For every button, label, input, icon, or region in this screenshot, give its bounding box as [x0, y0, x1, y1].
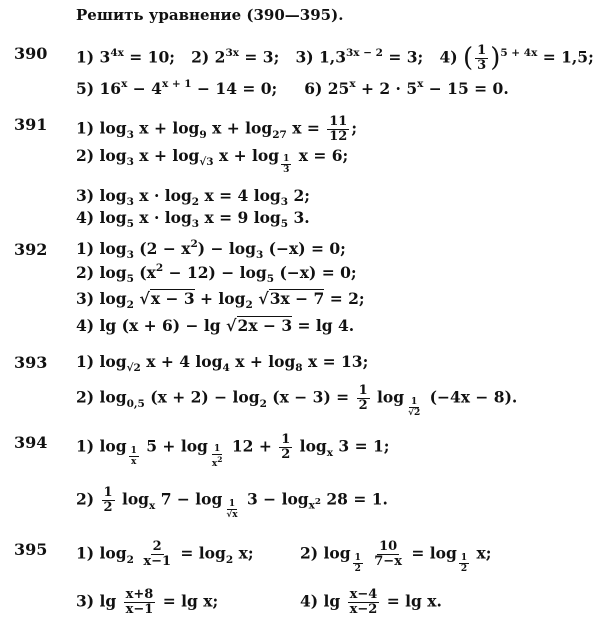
- equation-395-1: 1) log2 $\frac{2}{x-1}$ = log2 x;: [76, 539, 254, 569]
- equation-395-3: 3) lg $\frac{x+8}{x-1}$ = lg x;: [76, 587, 219, 617]
- equation-391-2: 2) log3 x + log√3 x + log $\frac{1}{3}$ x = 6;: [76, 146, 349, 175]
- problem-number: 392: [14, 240, 48, 259]
- equation-393-1: 1) log√2 x + 4 log4 x + log8 x = 13;: [76, 352, 369, 374]
- equation-390-1-4: 1) 34x = 10; 2) 23x = 3; 3) 1,33x − 2 = 3; 4) ( $\frac{1}{3}$ )5 + 4x = 1,5;: [76, 42, 594, 73]
- problem-number: 393: [14, 353, 48, 372]
- heading: Решить уравнение (390—395).: [76, 6, 344, 24]
- equation-391-1: 1) log3 x + log9 x + log27 x = $\frac{11}{12}$ ;: [76, 114, 358, 144]
- equation-394-2: 2) $\frac{1}{2}$ logx 7 − log $\frac{1}{√x}$ 3 − logx$^2$ 28 = 1.: [76, 485, 388, 520]
- equation-392-3: 3) log2 √x − 3 + log2 √3x − 7 = 2;: [76, 289, 365, 311]
- problem-number: 394: [14, 433, 48, 452]
- equation-390-5-6: 5) 16x − 4x + 1 − 14 = 0; 6) 25x + 2 · 5x − 15 = 0.: [76, 78, 509, 98]
- equation-391-3: 3) log3 x · log2 x = 4 log3 2;: [76, 186, 310, 208]
- equation-392-1: 1) log3 (2 − x2) − log3 (−x) = 0;: [76, 238, 346, 261]
- equation-395-4: 4) lg $\frac{x-4}{x-2}$ = lg x.: [300, 587, 442, 617]
- equation-392-2: 2) log5 (x2 − 12) − log5 (−x) = 0;: [76, 262, 357, 285]
- problem-number: 395: [14, 540, 48, 559]
- equation-395-2: 2) log $\frac{1}{2}$ $\frac{10}{7-x}$ = log $\frac{1}{2}$ x;: [300, 539, 492, 574]
- equation-391-4: 4) log5 x · log3 x = 9 log5 3.: [76, 208, 310, 230]
- equation-392-4: 4) lg (x + 6) − lg √2x − 3 = lg 4.: [76, 316, 355, 335]
- equation-394-1: 1) log $\frac{1}{x}$ 5 + log $\frac{1}{x^2}$ 12 + $\frac{1}{2}$ logx 3 = 1;: [76, 432, 390, 469]
- problem-number: 391: [14, 115, 48, 134]
- problem-number: 390: [14, 44, 48, 63]
- equation-393-2: 2) log0,5 (x + 2) − log2 (x − 3) = $\frac{1}{2}$ log $\frac{1}{√2}$ (−4x − 8).: [76, 383, 518, 418]
